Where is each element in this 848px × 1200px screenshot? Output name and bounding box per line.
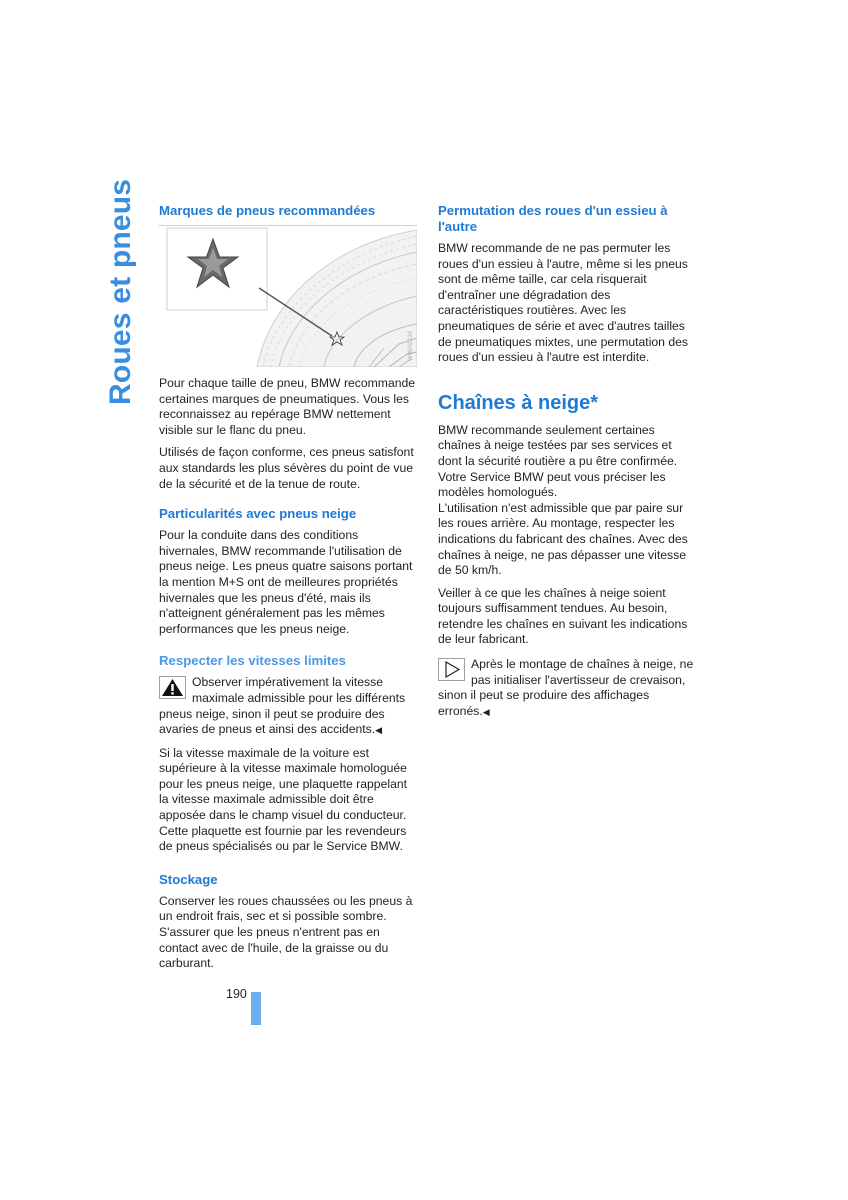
- heading-recommended-tyres: Marques de pneus recommandées: [159, 203, 376, 218]
- paragraph: Si la vitesse maximale de la voiture est supérieure à la vitesse maximale homologuée pour les pneus neige, une plaquette rappelant la vitesse maximale admissible doit être apposée dans le champ visuel du conducteur. Cette plaquette est fournie par les revendeurs de pneus spécialisés ou par le Service BMW.: [159, 745, 408, 854]
- end-mark: ◀: [375, 725, 383, 736]
- tyre-drawing: [159, 226, 417, 367]
- tyre-illustration: [159, 225, 417, 367]
- warning-triangle-icon: [159, 676, 186, 699]
- figure-code: W06H1234: [408, 330, 414, 361]
- heading-storage: Stockage: [159, 871, 218, 887]
- page-marker-bar: [251, 992, 261, 1025]
- paragraph: Veiller à ce que les chaînes à neige soient toujours suffisamment tendues. Au besoin, retendre les chaînes en suivant les indications de leur fabricant.: [438, 585, 688, 647]
- paragraph: Conserver les roues chaussées ou les pneus à un endroit frais, sec et si possible sombre. S'assurer que les pneus n'entrent pas en contact avec de l'huile, de la graisse ou du carburant.: [159, 893, 413, 971]
- paragraph: Pour la conduite dans des conditions hivernales, BMW recommande l'utilisation de pneus neige. Les pneus quatre saisons portant la mention M+S ont de meilleures propriétés hivernales que les pneus d'été, mais ils n'atteignent généralement pas les mêmes performances que les pneus neige.: [159, 528, 413, 636]
- note-arrow-icon: [438, 658, 465, 681]
- chapter-title: Roues et pneus: [104, 178, 137, 405]
- heading-wheel-rotation: Permutation des roues d'un essieu à l'autre: [438, 203, 668, 234]
- warning-text: Observer impérativement la vitesse maximale admissible pour les différents pneus neige, sinon il peut se produire des avaries de pneus et ainsi des accidents.: [159, 675, 406, 737]
- paragraph: Utilisés de façon conforme, ces pneus satisfont aux standards les plus sévères du point de vue de la sécurité et de la tenue de route.: [159, 445, 414, 491]
- paragraph: Pour chaque taille de pneu, BMW recommande certaines marques de pneumatiques. Vous les reconnaissez au repérage BMW nettement visible sur le flanc du pneu.: [159, 376, 416, 437]
- info-note: [438, 657, 696, 720]
- chapter-tab: [104, 178, 138, 405]
- heading-snow-chains: Chaînes à neige*: [438, 391, 599, 414]
- right-column: [438, 203, 696, 720]
- note-text: Après le montage de chaînes à neige, ne pas initialiser l'avertisseur de crevaison, sinon il peut se produire des affichages erronés.: [438, 657, 694, 718]
- warning-note: [159, 675, 417, 738]
- paragraph: BMW recommande seulement certaines chaînes à neige testées par ses services et dont la sécurité routière a pu être confirmée. Votre Service BMW peut vous préciser les modèles homologués.: [438, 422, 678, 500]
- paragraph: L'utilisation n'est admissible que par paire sur les roues arrière. Au montage, respecter les indications du fabricant des chaînes. Avec des chaînes à neige, ne pas dépasser une vitesse de 50 km/h.: [438, 500, 688, 578]
- heading-winter-tyres: Particularités avec pneus neige: [159, 506, 357, 522]
- end-mark: ◀: [482, 706, 490, 717]
- left-column: [159, 203, 417, 979]
- page-number: 190: [226, 987, 247, 1001]
- paragraph: BMW recommande de ne pas permuter les roues d'un essieu à l'autre, même si les pneus sont de même taille, car cela risquerait d'entraîner une dégradation des caractéristiques routières. Avec les pneumatiques de série et avec d'autres tailles de pneumatiques mixtes, une permutation des roues d'un essieu à l'autre est interdite.: [438, 241, 688, 365]
- heading-speed-limits: Respecter les vitesses limites: [159, 653, 346, 669]
